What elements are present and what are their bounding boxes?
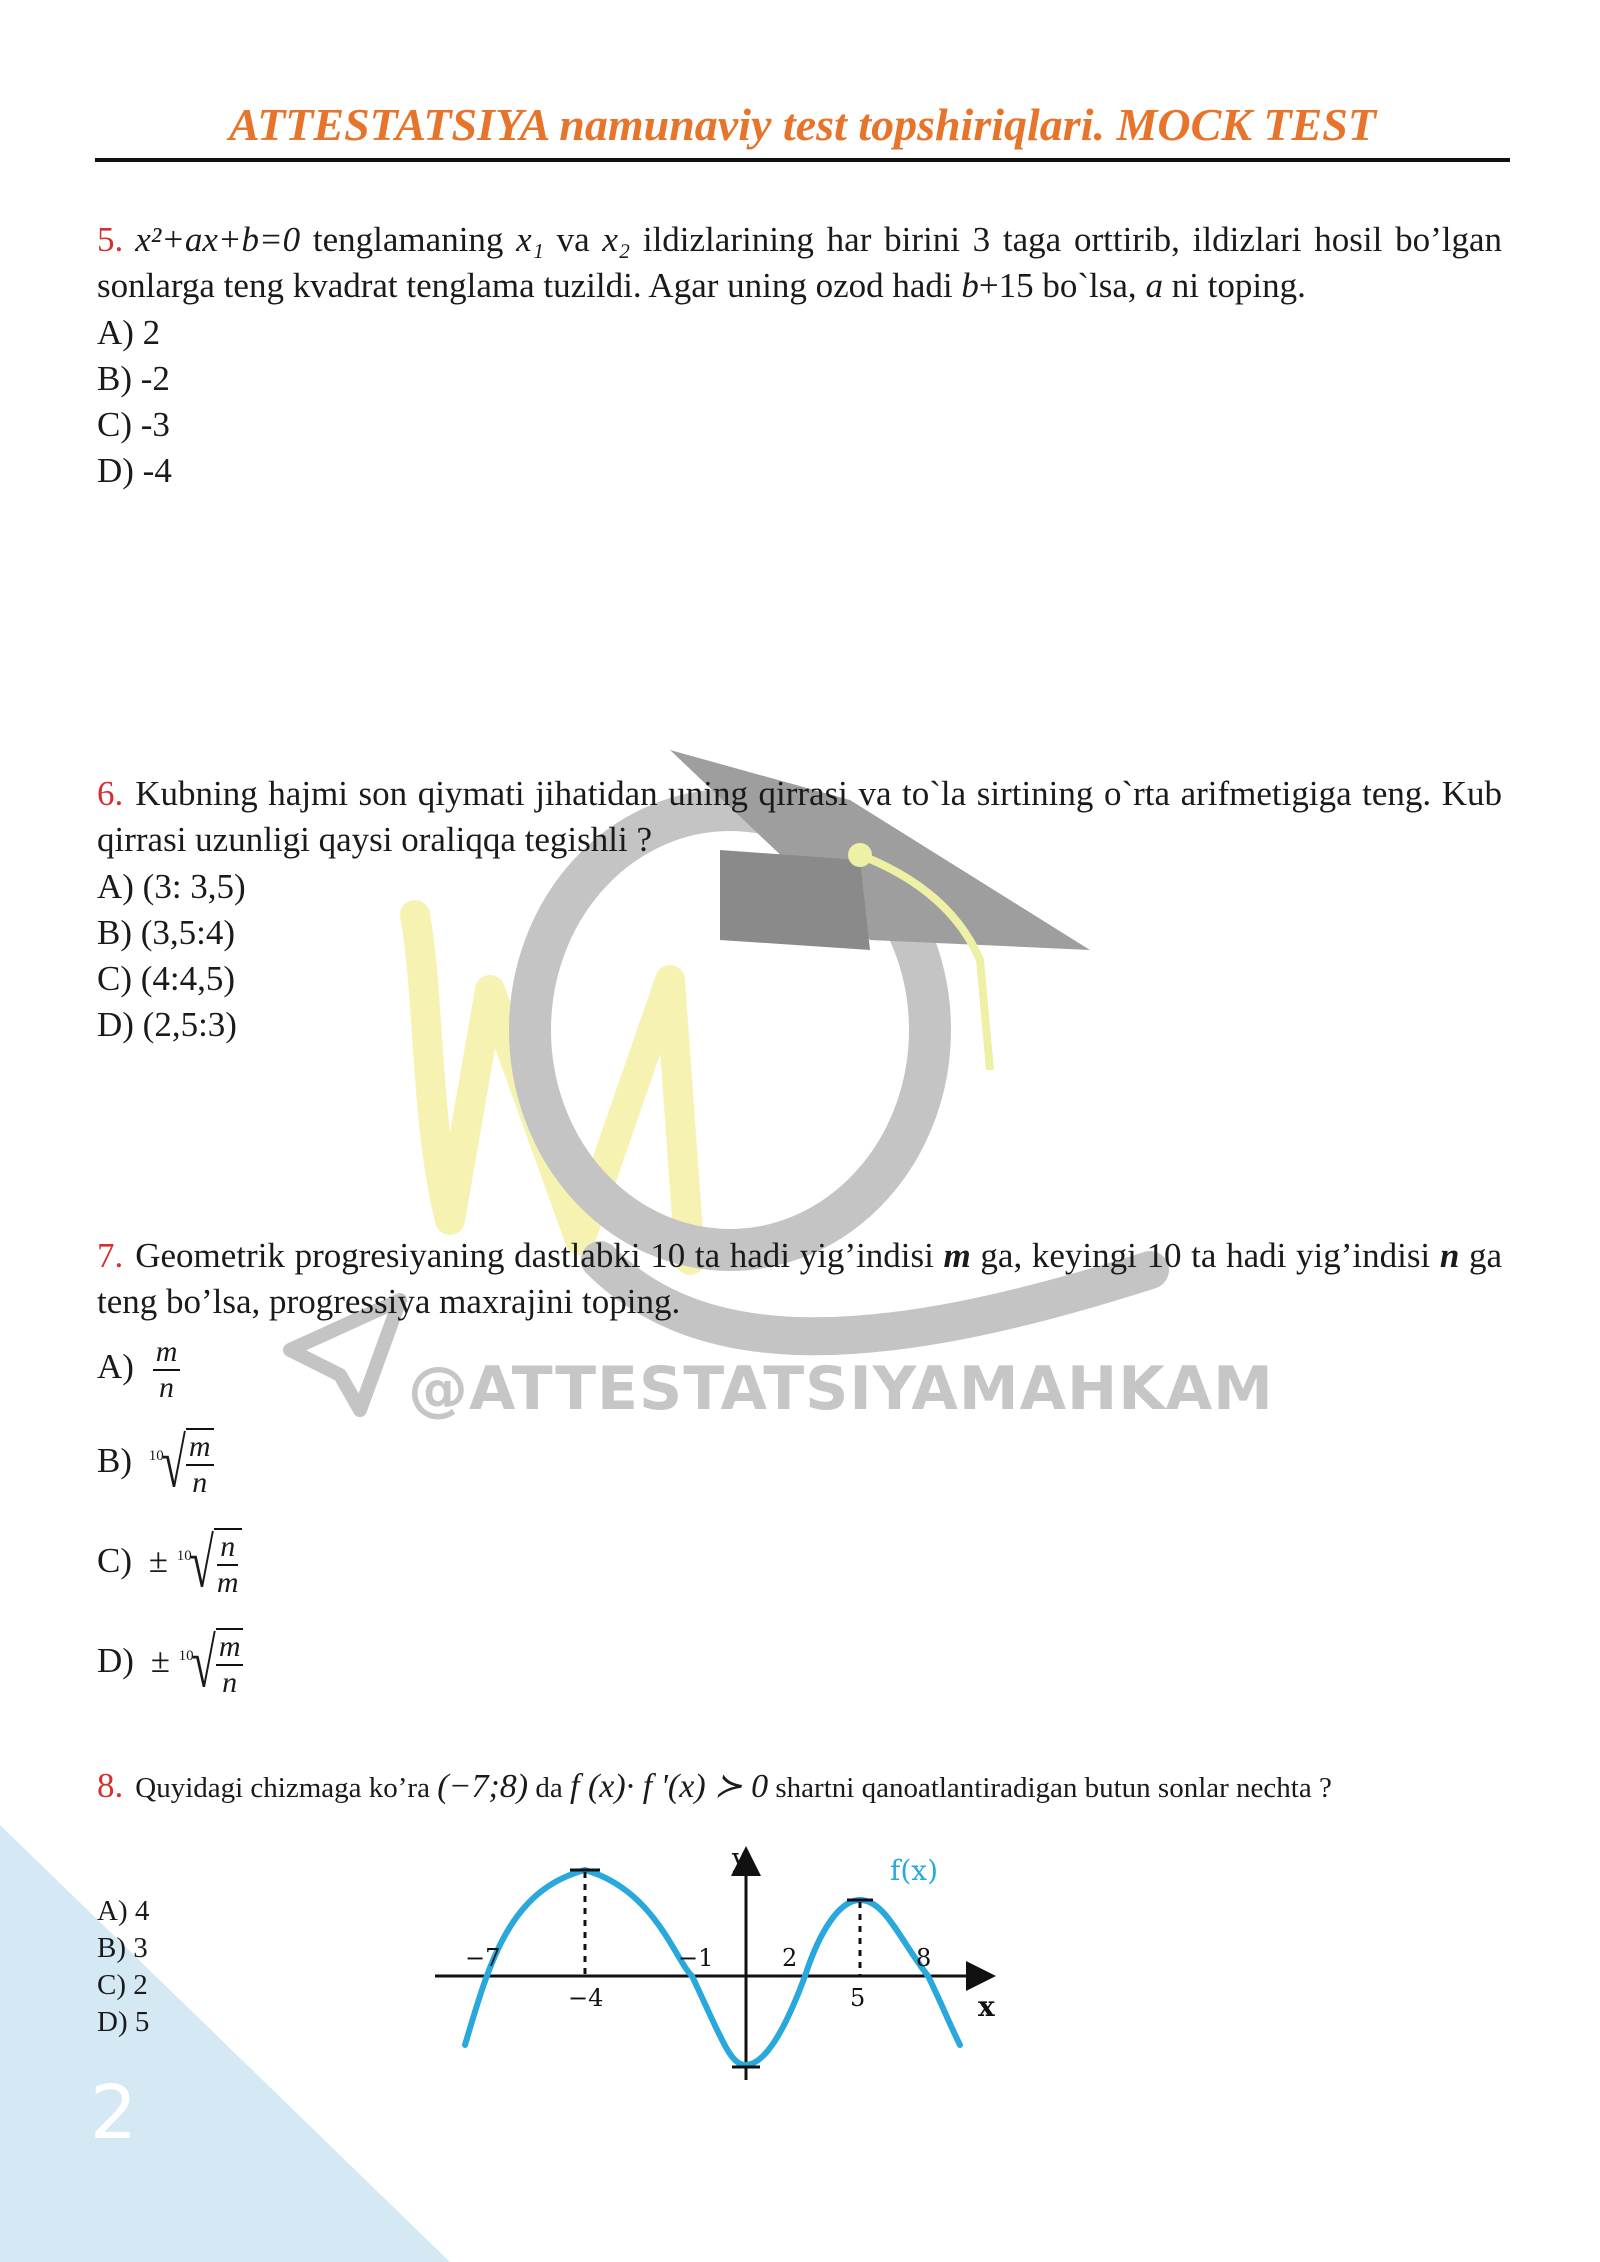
question-5 bbox=[97, 217, 1502, 309]
option-label: B) bbox=[97, 1441, 132, 1481]
radical bbox=[148, 1424, 214, 1503]
equation: x²+ax+b=0 bbox=[135, 220, 301, 259]
page-number: 2 bbox=[90, 2070, 138, 2156]
question-text: ni toping. bbox=[1162, 266, 1306, 305]
interval: (−7;8) bbox=[437, 1768, 529, 1805]
fraction bbox=[216, 1630, 244, 1700]
option-b[interactable]: B) -2 bbox=[97, 359, 170, 398]
tick-label: 8 bbox=[916, 1944, 932, 1972]
variable-a: a bbox=[1145, 266, 1163, 305]
option-a[interactable]: A) (3: 3,5) bbox=[97, 867, 246, 906]
fraction bbox=[214, 1530, 242, 1600]
question-number: 7. bbox=[97, 1236, 124, 1275]
option-d[interactable] bbox=[97, 1624, 243, 1703]
numerator: m bbox=[186, 1430, 214, 1466]
option-label: C) bbox=[97, 1541, 132, 1581]
page-title: ATTESTATSIYA namunaviy test topshiriqlari. MOCK TEST bbox=[229, 99, 1376, 150]
question-7 bbox=[97, 1233, 1502, 1325]
question-number: 5. bbox=[97, 220, 124, 259]
function-label: f(x) bbox=[890, 1854, 939, 1887]
option-c[interactable] bbox=[97, 1524, 242, 1603]
radical bbox=[178, 1624, 244, 1703]
plus-minus: ± bbox=[148, 1541, 168, 1581]
option-c[interactable]: C) 2 bbox=[97, 1969, 148, 2001]
question-text: ga teng bo’lsa, progressiya maxrajini toping. bbox=[97, 1236, 1502, 1321]
option-b[interactable]: B) (3,5:4) bbox=[97, 913, 236, 952]
question-text: shartni qanoatlantiradigan butun sonlar nechta ? bbox=[768, 1772, 1332, 1804]
variable-n: n bbox=[1439, 1236, 1460, 1275]
watermark-handle: @ATTESTATSIYAMAHKAM bbox=[408, 1354, 1274, 1424]
option-c[interactable]: C) -3 bbox=[97, 405, 170, 444]
option-c[interactable]: C) (4:4,5) bbox=[97, 959, 236, 998]
radical-sign: √ bbox=[189, 1524, 214, 1603]
question-text: ga, keyingi 10 ta hadi yig’indisi bbox=[970, 1236, 1440, 1275]
page-header bbox=[95, 96, 1510, 162]
option-label: A) bbox=[97, 1347, 134, 1387]
x-axis-label: x bbox=[978, 1990, 995, 2023]
fraction bbox=[153, 1335, 181, 1405]
question-number: 6. bbox=[97, 774, 124, 813]
option-a[interactable]: A) 4 bbox=[97, 1895, 150, 1927]
option-d[interactable]: D) 5 bbox=[97, 2006, 150, 2038]
option-a[interactable] bbox=[97, 1335, 180, 1405]
radical-sign: √ bbox=[191, 1624, 216, 1703]
radical-sign: √ bbox=[161, 1424, 186, 1503]
tick-label: 5 bbox=[850, 1984, 866, 2012]
root-x1: x₁ bbox=[516, 220, 544, 259]
question-text: Quyidagi chizmaga ko’ra bbox=[135, 1772, 438, 1804]
question-text: Geometrik progresiyaning dastlabki 10 ta hadi yig’indisi bbox=[135, 1236, 944, 1275]
fraction bbox=[186, 1430, 214, 1500]
tick-label: −7 bbox=[465, 1944, 501, 1972]
tick-label: −1 bbox=[678, 1944, 714, 1972]
denominator: n bbox=[159, 1371, 175, 1404]
question-text: ildizlarining har birini 3 taga orttirib, ildizlari hosil bo’lgan sonlarga teng kvadrat tenglama tuzildi. Agar uning ozod hadi bbox=[97, 220, 1502, 305]
tick-label: −4 bbox=[568, 1984, 604, 2012]
option-d[interactable]: D) -4 bbox=[97, 451, 172, 490]
function-graph bbox=[420, 1840, 1020, 2090]
variable-m: m bbox=[943, 1236, 971, 1275]
question-8 bbox=[97, 1764, 1332, 1810]
denominator: n bbox=[192, 1466, 208, 1499]
numerator: m bbox=[153, 1335, 181, 1371]
question-text: +15 bo`lsa, bbox=[978, 266, 1146, 305]
option-b[interactable]: B) 3 bbox=[97, 1932, 148, 1964]
numerator: m bbox=[216, 1630, 244, 1666]
radicand bbox=[186, 1428, 214, 1500]
root-index: 10 bbox=[178, 1648, 194, 1664]
question-text: Kubning hajmi son qiymati jihatidan uning qirrasi va to`la sirtining o`rta arifmetigiga teng. Kub qirrasi uzunligi qaysi oraliqqa tegishli ? bbox=[97, 774, 1502, 859]
tick-label: 2 bbox=[782, 1944, 798, 1972]
question-text: tenglamaning bbox=[300, 220, 517, 259]
option-d[interactable]: D) (2,5:3) bbox=[97, 1005, 237, 1044]
radical bbox=[176, 1524, 242, 1603]
option-a[interactable]: A) 2 bbox=[97, 313, 161, 352]
option-b[interactable] bbox=[97, 1424, 214, 1503]
denominator: m bbox=[216, 1566, 239, 1599]
option-label: D) bbox=[97, 1641, 134, 1681]
condition: f (x)· f '(x) ≻ 0 bbox=[570, 1768, 769, 1805]
numerator: n bbox=[217, 1530, 238, 1566]
root-x2: x₂ bbox=[602, 220, 631, 259]
denominator: n bbox=[222, 1666, 238, 1699]
question-number: 8. bbox=[97, 1766, 124, 1805]
root-index: 10 bbox=[148, 1448, 164, 1464]
question-text: da bbox=[528, 1772, 571, 1804]
question-text: va bbox=[543, 220, 603, 259]
y-axis-label: y bbox=[732, 1842, 748, 1875]
question-6 bbox=[97, 771, 1502, 863]
variable-b: b bbox=[961, 266, 979, 305]
plus-minus: ± bbox=[150, 1641, 170, 1681]
root-index: 10 bbox=[176, 1548, 192, 1564]
radicand bbox=[214, 1528, 242, 1600]
radicand bbox=[216, 1628, 244, 1700]
